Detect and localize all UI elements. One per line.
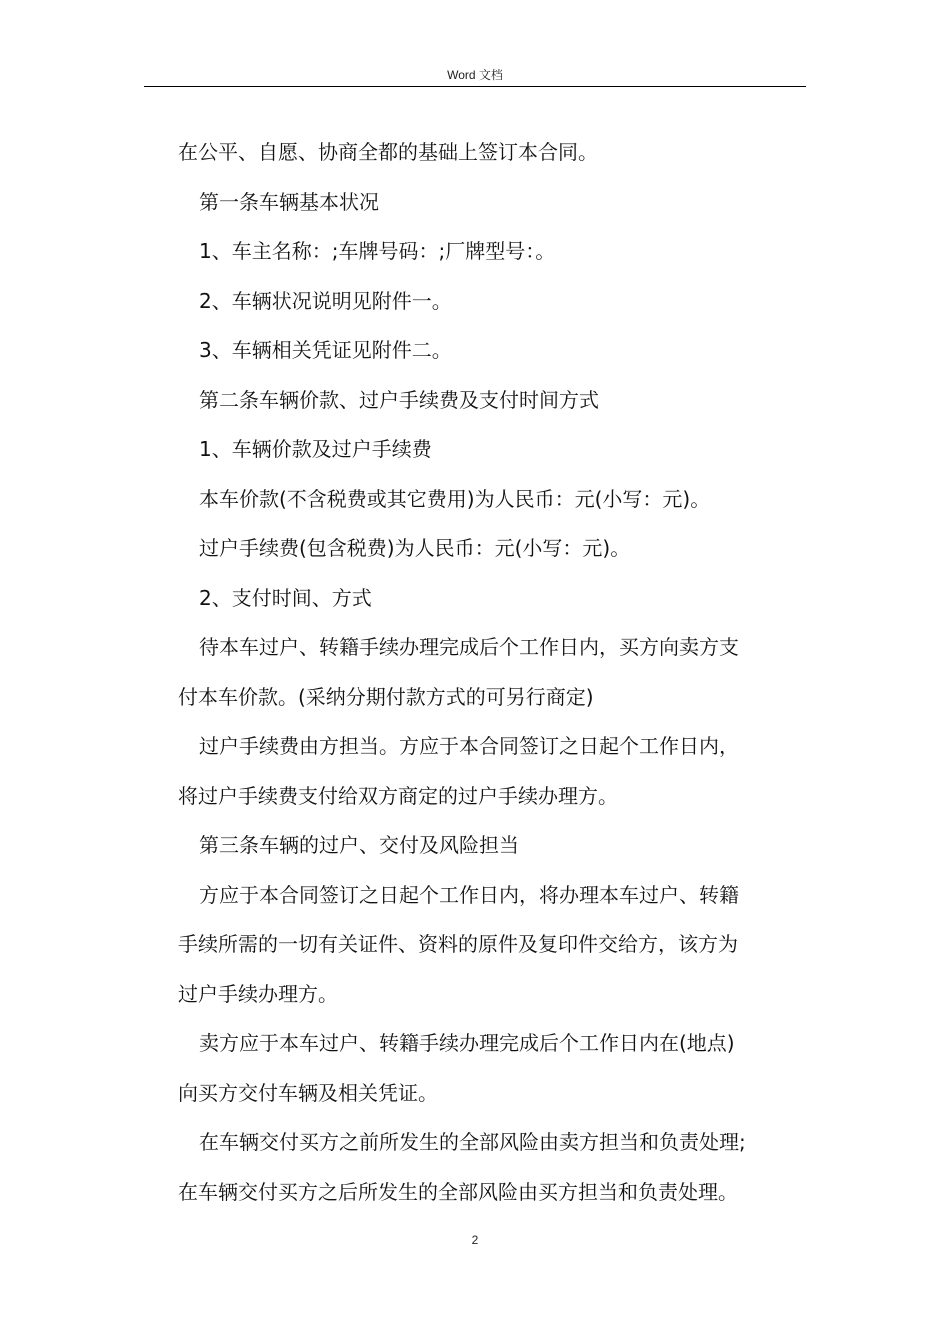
document-body: [178, 128, 806, 1217]
header-divider: [144, 86, 806, 87]
section-heading: 第二条车辆价款、过户手续费及支付时间方式: [199, 387, 599, 412]
body-line: 过户手续费(包含税费)为人民币：元(小写：元)。: [199, 536, 631, 560]
body-line: 将过户手续费支付给双方商定的过户手续办理方。: [178, 783, 618, 808]
body-line: 向买方交付车辆及相关凭证。: [178, 1080, 438, 1105]
body-line: 在车辆交付买方之前所发生的全部风险由卖方担当和负责处理;: [199, 1130, 746, 1154]
page-header-title: Word 文档: [447, 68, 503, 82]
body-line: 2、支付时间、方式: [199, 585, 372, 610]
body-line: 3、车辆相关凭证见附件二。: [199, 338, 452, 362]
section-heading: 第三条车辆的过户、交付及风险担当: [199, 833, 519, 857]
page-number: 2: [471, 1233, 479, 1247]
body-line: 方应于本合同签订之日起个工作日内，将办理本车过户、转籍: [199, 882, 739, 907]
body-line: 在公平、自愿、协商全都的基础上签订本合同。: [178, 140, 598, 164]
body-line: 本车价款(不含税费或其它费用)为人民币：元(小写：元)。: [199, 486, 711, 511]
body-line: 1、车主名称：;车牌号码：;厂牌型号：。: [199, 239, 556, 263]
body-line: 待本车过户、转籍手续办理完成后个工作日内，买方向卖方支: [199, 635, 739, 659]
body-line: 2、车辆状况说明见附件一。: [199, 288, 452, 313]
body-line: 过户手续办理方。: [178, 981, 338, 1006]
section-heading: 第一条车辆基本状况: [199, 189, 379, 214]
body-line: 1、车辆价款及过户手续费: [199, 437, 432, 461]
body-line: 过户手续费由方担当。方应于本合同签订之日起个工作日内，: [199, 734, 739, 758]
body-line: 在车辆交付买方之后所发生的全部风险由买方担当和负责处理。: [178, 1179, 738, 1204]
body-line: 付本车价款。(采纳分期付款方式的可另行商定): [178, 684, 594, 709]
body-line: 手续所需的一切有关证件、资料的原件及复印件交给方，该方为: [178, 932, 738, 956]
body-line: 卖方应于本车过户、转籍手续办理完成后个工作日内在(地点): [199, 1031, 735, 1055]
